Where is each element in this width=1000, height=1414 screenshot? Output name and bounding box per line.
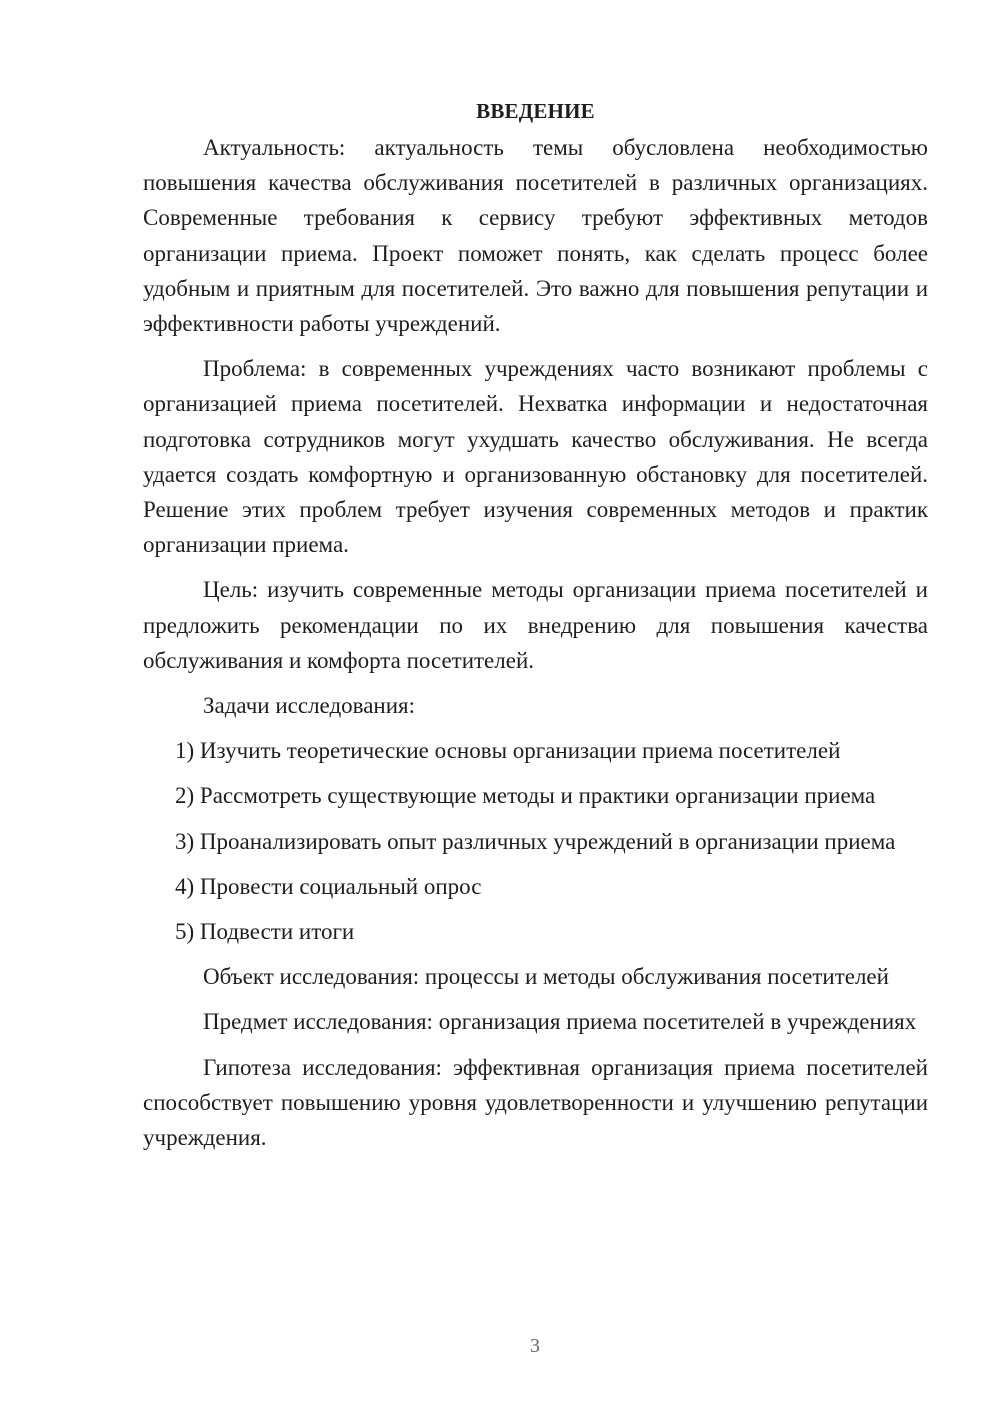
object-paragraph: Объект исследования: процессы и методы обслуживания посетителей: [203, 964, 889, 990]
task-item-4: 4) Провести социальный опрос: [175, 873, 482, 899]
problem-paragraph: Проблема: в современных учреждениях часто возникают проблемы с организацией приема посетителей. Нехватка информации и недостаточная подготовка сотрудников могут ухудшать качество обслуживания. Не всегда удается создать комфортную и организованную обстановку для посетителей. Решение этих проблем требует изучения современных методов и практик организации приема.: [143, 356, 928, 558]
task-item-2: 2) Рассмотреть существующие методы и практики организации приема: [175, 783, 876, 809]
page-title: ВВЕДЕНИЕ: [476, 99, 595, 123]
relevance-paragraph: Актуальность: актуальность темы обусловлена необходимостью повышения качества обслуживания посетителей в различных организациях. Современные требования к сервису требуют эффективных методов организации приема. Проект поможет понять, как сделать процесс более удобным и приятным для посетителей. Это важно для повышения репутации и эффективности работы учреждений.: [143, 135, 928, 337]
page-content: [143, 96, 928, 1165]
task-item-5: 5) Подвести итоги: [175, 919, 355, 945]
tasks-heading: Задачи исследования:: [203, 693, 416, 719]
subject-paragraph: Предмет исследования: организация приема посетителей в учреждениях: [203, 1009, 917, 1035]
hypothesis-paragraph: Гипотеза исследования: эффективная организация приема посетителей способствует повышению уровня удовлетворенности и улучшению репутации учреждения.: [143, 1054, 928, 1151]
task-item-1: 1) Изучить теоретические основы организации приема посетителей: [175, 738, 841, 764]
goal-paragraph: Цель: изучить современные методы организации приема посетителей и предложить рекомендации по их внедрению для повышения качества обслуживания и комфорта посетителей.: [143, 577, 928, 673]
task-item-3: 3) Проанализировать опыт различных учреждений в организации приема: [175, 828, 896, 854]
page-number: 3: [530, 1335, 540, 1357]
